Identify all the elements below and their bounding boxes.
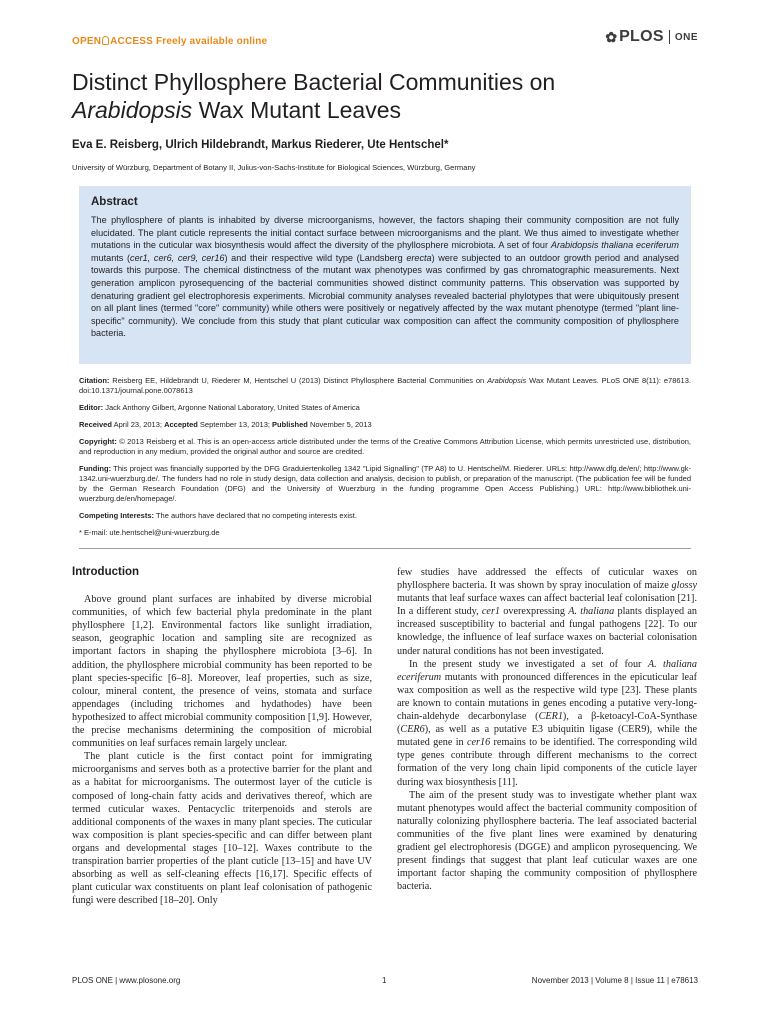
- title-line-1: Distinct Phyllosphere Bacterial Communities on: [72, 69, 556, 95]
- accepted-date: September 13, 2013;: [197, 420, 273, 429]
- body-italic: CER6: [400, 724, 425, 736]
- citation-text: Reisberg EE, Hildebrandt U, Riederer M, Hentschel U (2013) Distinct Phyllosphere Bacterial Communities on: [109, 376, 488, 385]
- abstract-italic: Arabidopsis thaliana eceriferum: [550, 240, 679, 251]
- freely-available-label: Freely available online: [156, 36, 268, 47]
- editor-label: Editor:: [79, 403, 104, 412]
- body-text: few studies have addressed the effects of cuticular waxes on phyllosphere bacteria. It was shown by spray inoculation of maize: [397, 567, 697, 592]
- body-text: mutants that leaf surface waxes can affect bacterial leaf colonisation [21]. In a different study,: [397, 593, 697, 618]
- body-text: mutants with pronounced differences in the epicuticular leaf wax composition as well as the respective wild type [23]. These plants are known to contain mutations in genes encoding a putative very-long-chain-aldehyde decarbonylase (: [397, 671, 697, 723]
- open-access-lock-icon: [102, 36, 109, 45]
- competing-label: Competing Interests:: [79, 511, 155, 520]
- logo-divider: [669, 30, 670, 44]
- body-text: ), as well as a putative E3 ubiquitin ligase (CER9), while the mutated gene in: [397, 724, 697, 749]
- citation-text: Wax Mutant Leaves. PLoS ONE 8(11): e78613. doi:10.1371/journal.pone.0078613: [79, 376, 691, 395]
- body-italic: A. thaliana: [568, 606, 615, 618]
- logo-one-text: ONE: [674, 31, 698, 43]
- competing-text: The authors have declared that no competing interests exist.: [154, 511, 357, 520]
- article-metadata: [79, 376, 691, 545]
- introduction-heading: Introduction: [72, 566, 140, 578]
- intro-paragraph-3: [397, 566, 697, 658]
- copyright-text: © 2013 Reisberg et al. This is an open-access article distributed under the terms of the Creative Commons Attribution License, which permits unrestricted use, distribution, and reproduction in any medium, provided the original author and source are credited.: [79, 437, 691, 456]
- footer-issue: November 2013 | Volume 8 | Issue 11 | e78613: [531, 976, 698, 985]
- received-label: Received: [79, 420, 112, 429]
- funding-text: This project was financially supported by the DFG Graduiertenkolleg 1342 "Lipid Signalling" (TP A8) to U. Hentschel/M. Riederer. URLs: http://www.dfg.de/en/; http://www.gk-1342.uni-wuerzburg.de/. The funders had no role in study design, data collection and analysis, decision to publish, or preparation of the manuscript. (The publication fee will be funded by the German Research Foundation (DFG) and the University of Wuerzburg in the funding programme Open Access Publishing.) URL: http://www.bibliothek.uni-wuerzburg.de/en/homepage/.: [79, 464, 691, 503]
- published-date: November 5, 2013: [307, 420, 372, 429]
- title-line-2: Wax Mutant Leaves: [192, 97, 401, 123]
- article-title: [72, 68, 712, 124]
- copyright-label: Copyright:: [79, 437, 117, 446]
- affiliation: University of Würzburg, Department of Botany II, Julius-von-Sachs-Institute for Biological Sciences, Würzburg, Germany: [72, 163, 476, 172]
- body-text: plants displayed an increased susceptibility to bacterial and fungal pathogens [22]. To our knowledge, the influence of leaf surface waxes on bacterial colonisation under natural conditions has not been investigated.: [397, 606, 697, 657]
- abstract-italic: erecta: [406, 252, 432, 263]
- copyright: [79, 437, 691, 457]
- title-italic-genus: Arabidopsis: [72, 97, 193, 123]
- intro-paragraph-4: [397, 658, 697, 789]
- editor: [79, 403, 691, 413]
- plos-logo-icon: ✿: [605, 28, 618, 45]
- abstract-text-part: The phyllosphere of plants is inhabited by diverse microorganisms, however, the factors shaping their community composition are not fully elucidated. The plant cuticle represents the initial contact surface between microorganisms and the plant. We thus aimed to investigate whether mutations in the cuticular wax biosynthesis would affect the diversity of the phyllosphere microbiota. A set of four: [91, 215, 679, 251]
- body-italic: cer16: [467, 737, 491, 749]
- editor-text: Jack Anthony Gilbert, Argonne National Laboratory, United States of America: [103, 403, 360, 412]
- footer-journal: PLOS ONE | www.plosone.org: [72, 976, 181, 985]
- abstract-heading: Abstract: [91, 196, 138, 208]
- right-column: [397, 566, 697, 893]
- abstract-text-part: ) were subjected to an outdoor growth period and analysed towards this purpose. The chemical distinctness of the mutant wax phenotypes was confirmed by gas chromatographic measurements. Next generation amplicon pyrosequencing of the bacterial communities showed distinct community patterns. This observation was supported by denaturing gradient gel electrophoresis experiments. Microbial community analyses revealed bacterial phylotypes that were ubiquitously present on all plant lines (termed "core" community) while others were positively or negatively affected by the wax mutant phenotype (termed "plant line-specific" community). We conclude from this study that plant cuticular wax composition can affect the community composition of phyllosphere bacteria.: [91, 252, 679, 339]
- abstract-text-part: mutants (: [91, 252, 131, 263]
- open-label: OPEN: [72, 36, 102, 47]
- body-italic: cer1: [481, 606, 501, 618]
- plos-one-logo: [605, 28, 698, 46]
- body-italic: A. thaliana eceriferum: [397, 658, 697, 683]
- abstract-text-part: ) and their respective wild type (Landsberg: [224, 252, 407, 263]
- body-italic: glossy: [671, 580, 697, 592]
- body-italic: CER1: [538, 711, 563, 723]
- body-text: overexpressing: [500, 606, 569, 618]
- access-label: ACCESS: [110, 36, 154, 47]
- abstract-box: [79, 186, 691, 364]
- footer-page-number: 1: [382, 976, 387, 985]
- abstract-text: [91, 214, 679, 340]
- intro-paragraph-1: Above ground plant surfaces are inhabited by diverse microbial communities, of which few bacterial phyla predominate in the plant phyllosphere [1,2]. Environmental factors like sunlight irradiation, season, geographic location and sampling site are recognized as important factors in shaping the phyllosphere microbiota [3–6]. In addition, the phyllosphere microbial community has been reported to be plant species-specific [6–8]. Moreover, leaf properties, such as size, colour, mineral content, the presence of veins, stomata and surface appendages (including trichomes and hydathodes) have been hypothesized to affect microbial community composition [1,9]. However, the precise mechanisms determining the composition of microbial communities on leaf surfaces remain largely unclear.: [72, 594, 372, 750]
- body-text: ), a β-ketoacyl-CoA-Synthase (: [397, 711, 697, 736]
- author-list: Eva E. Reisberg, Ulrich Hildebrandt, Markus Riederer, Ute Hentschel*: [72, 139, 449, 151]
- dates: [79, 420, 691, 430]
- body-text: remains to be identified. The corresponding wild type genes contribute through different mechanisms to the correct formation of the very long chain lipid components of the cuticle layer during wax biosynthesis [11].: [397, 737, 697, 788]
- received-date: April 23, 2013;: [111, 420, 165, 429]
- body-text: In the present study we investigated a set of four: [409, 658, 648, 670]
- citation-label: Citation:: [79, 376, 110, 385]
- published-label: Published: [272, 420, 308, 429]
- citation-italic: Arabidopsis: [487, 376, 527, 385]
- competing-interests: [79, 511, 691, 521]
- intro-paragraph-2: The plant cuticle is the first contact point for immigrating microorganisms and serves both as a protective barrier for the plant and as a habitat for microorganisms. The outermost layer of the cuticle is composed of long-chain fatty acids and derivatives thereof, which are termed cuticular waxes. Pentacyclic triterpenoids and sterols are additional components of the waxes in many plant species. The cuticular wax composition is plant species-specific and can differ between plant organs and developmental stages [10–12]. Waxes contribute to the transpiration barrier properties of the plant cuticle [13–15] and have UV absorbing as well as self-cleaning effects [16,17]. Specific effects of plant cuticular wax constituents on plant leaf colonisation of pathogenic fungi were described [18–20]. Only: [72, 751, 372, 907]
- citation: [79, 376, 691, 396]
- funding: [79, 464, 691, 504]
- funding-label: Funding:: [79, 464, 112, 473]
- intro-paragraph-5: The aim of the present study was to investigate whether plant wax mutant phenotypes would affect the bacterial community composition of naturally colonizing phyllosphere bacteria. The leaf associated bacterial communities of the five plant lines were examined by denaturing gradient gel electrophoresis (DGGE) and amplicon pyrosequencing. We present findings that suggest that plant leaf cuticular waxes are one important factor shaping the community composition of phyllosphere bacteria.: [397, 789, 697, 893]
- section-divider: [79, 548, 691, 549]
- accepted-label: Accepted: [164, 420, 198, 429]
- abstract-italic: cer1, cer6, cer9, cer16: [130, 252, 225, 263]
- email: * E-mail: ute.hentschel@uni-wuerzburg.de: [79, 528, 220, 537]
- left-column: [72, 566, 372, 907]
- logo-plos-text: PLOS: [619, 28, 664, 45]
- open-access-banner: [72, 36, 267, 47]
